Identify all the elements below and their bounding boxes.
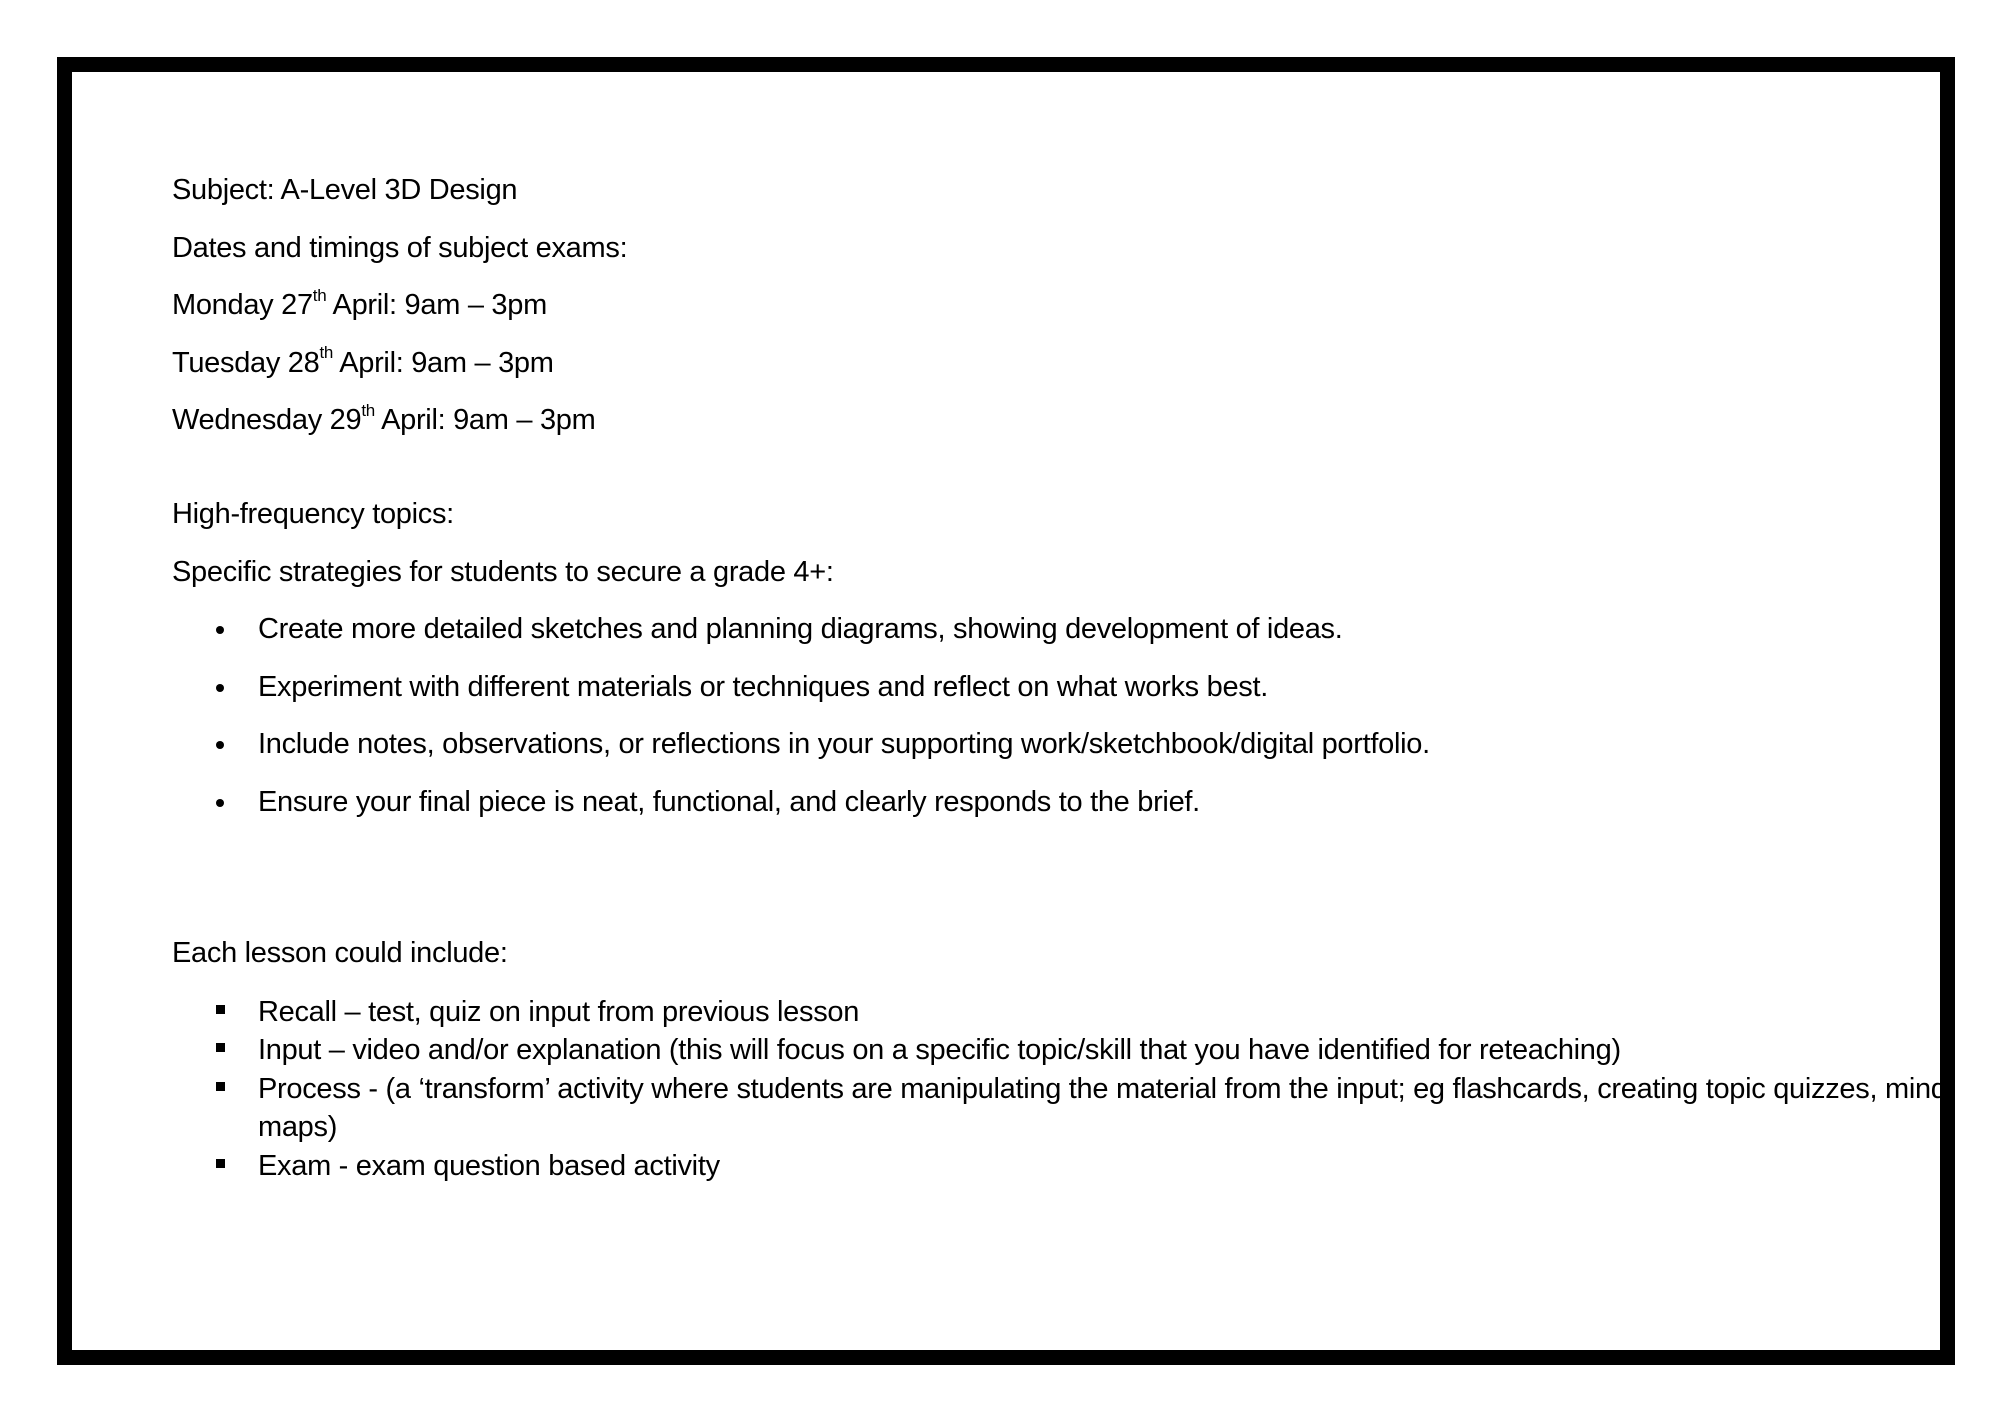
lesson-heading: Each lesson could include: <box>172 936 508 969</box>
list-item: Create more detailed sketches and planning diagrams, showing development of ideas. <box>172 611 1822 647</box>
lesson-items-list <box>172 993 1947 1186</box>
strategies-list <box>172 611 1822 820</box>
list-item: Input – video and/or explanation (this will focus on a specific topic/skill that you have identified for reteaching) <box>172 1031 1958 1070</box>
bullet-dot-icon <box>216 684 224 692</box>
list-item: Include notes, observations, or reflections in your supporting work/sketchbook/digital portfolio. <box>172 726 1822 762</box>
list-item: Exam - exam question based activity <box>172 1147 1958 1186</box>
bullet-square-icon <box>216 1082 225 1091</box>
list-item: Process - (a ‘transform’ activity where students are manipulating the material from the input; eg flashcards, creating topic quizzes, mind maps) <box>172 1070 1958 1147</box>
list-item: Recall – test, quiz on input from previous lesson <box>172 993 1958 1032</box>
topics-heading: High-frequency topics: <box>172 497 454 530</box>
bullet-dot-icon <box>216 741 224 749</box>
exam-date-monday: Monday 27th April: 9am – 3pm <box>172 285 547 322</box>
bullet-square-icon <box>216 1005 225 1014</box>
bullet-square-icon <box>216 1159 225 1168</box>
list-item: Ensure your final piece is neat, functional, and clearly responds to the brief. <box>172 784 1822 820</box>
strategies-heading: Specific strategies for students to secure a grade 4+: <box>172 555 834 588</box>
dates-heading: Dates and timings of subject exams: <box>172 231 628 264</box>
subject-line: Subject: A-Level 3D Design <box>172 174 518 206</box>
exam-date-wednesday: Wednesday 29th April: 9am – 3pm <box>172 400 596 437</box>
bullet-square-icon <box>216 1043 225 1052</box>
bullet-dot-icon <box>216 626 224 634</box>
bullet-dot-icon <box>216 799 224 807</box>
list-item: Experiment with different materials or techniques and reflect on what works best. <box>172 669 1822 705</box>
document-body <box>172 172 1947 1185</box>
exam-date-tuesday: Tuesday 28th April: 9am – 3pm <box>172 343 554 379</box>
